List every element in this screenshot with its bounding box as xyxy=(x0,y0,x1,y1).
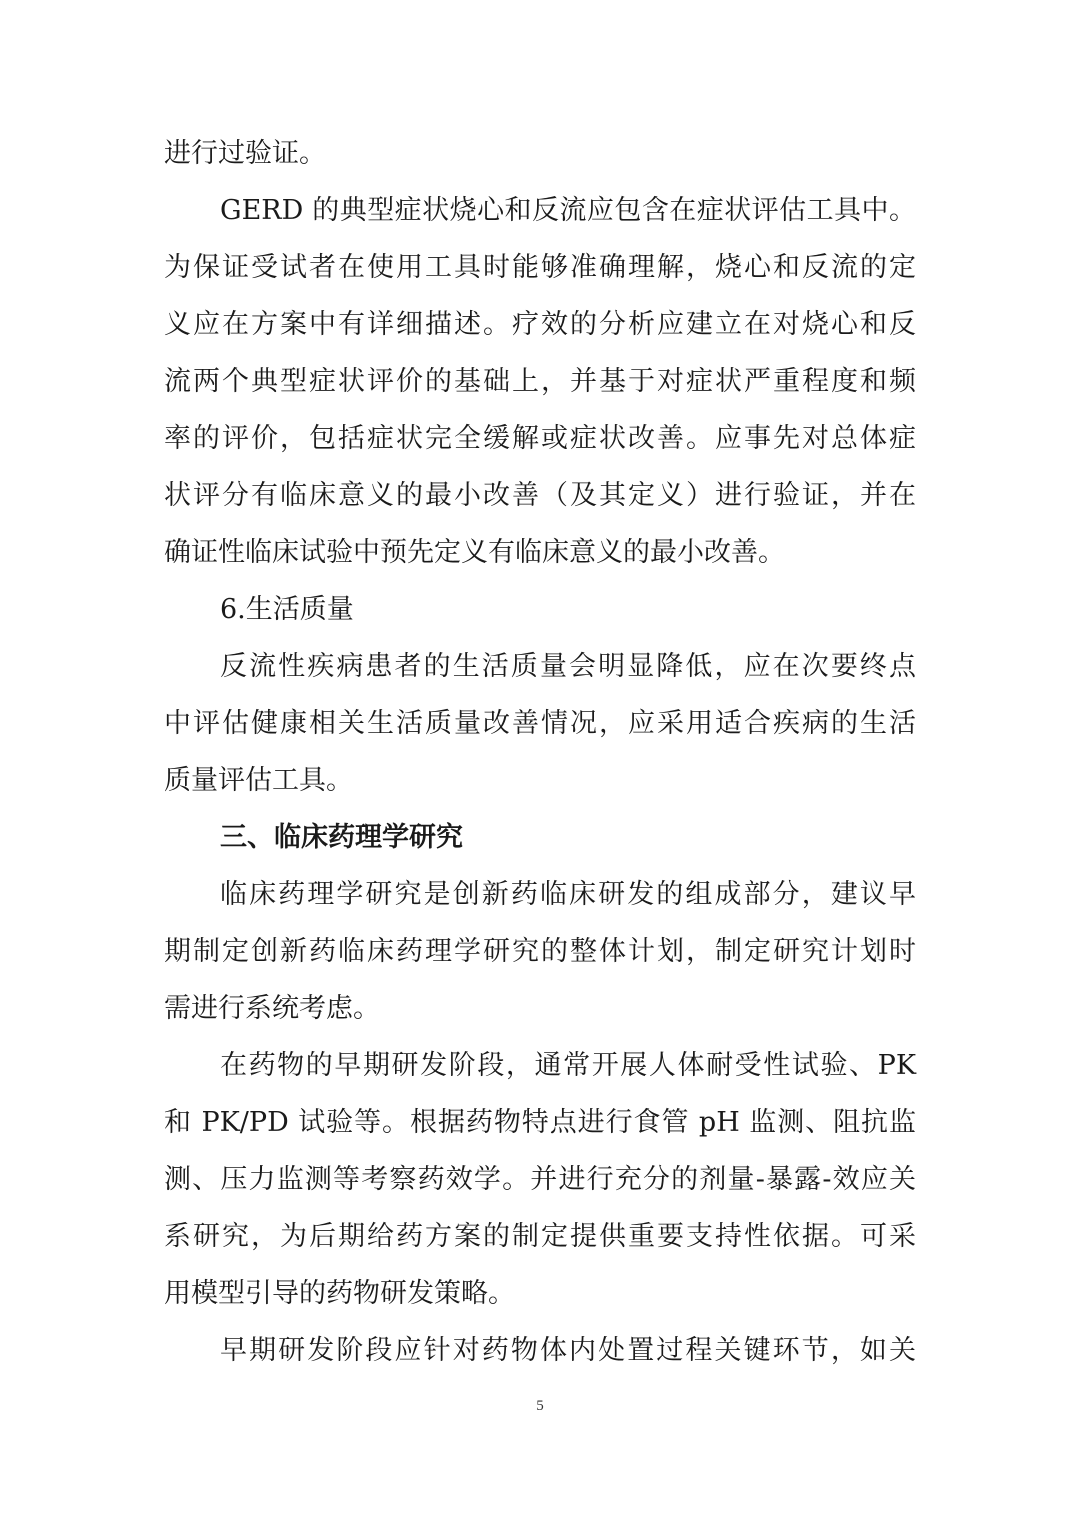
text-line: 流两个典型症状评价的基础上，并基于对症状严重程度和频 xyxy=(164,366,916,397)
text-line: 反流性疾病患者的生活质量会明显降低，应在次要终点 xyxy=(220,651,916,682)
section-subheading: 6.生活质量 xyxy=(220,594,354,625)
text-line: 为保证受试者在使用工具时能够准确理解，烧心和反流的定 xyxy=(164,252,916,283)
text-line: 期制定创新药临床药理学研究的整体计划，制定研究计划时 xyxy=(164,936,916,967)
text-line: 确证性临床试验中预先定义有临床意义的最小改善。 xyxy=(164,537,785,568)
section-heading: 三、临床药理学研究 xyxy=(220,822,463,853)
text-line: 进行过验证。 xyxy=(164,138,326,169)
text-line: 临床药理学研究是创新药临床研发的组成部分，建议早 xyxy=(220,879,916,910)
text-line: 状评分有临床意义的最小改善（及其定义）进行验证，并在 xyxy=(164,480,916,511)
text-line: 质量评估工具。 xyxy=(164,765,353,796)
text-line: GERD 的典型症状烧心和反流应包含在症状评估工具中。 xyxy=(220,195,916,226)
text-line: 系研究，为后期给药方案的制定提供重要支持性依据。可采 xyxy=(164,1221,916,1252)
text-line: 和 PK/PD 试验等。根据药物特点进行食管 pH 监测、阻抗监 xyxy=(164,1107,916,1138)
page-number: 5 xyxy=(536,1398,544,1414)
text-line: 义应在方案中有详细描述。疗效的分析应建立在对烧心和反 xyxy=(164,309,916,340)
text-line: 用模型引导的药物研发策略。 xyxy=(164,1278,515,1309)
text-line: 早期研发阶段应针对药物体内处置过程关键环节，如关 xyxy=(220,1335,916,1366)
text-line: 需进行系统考虑。 xyxy=(164,993,380,1024)
text-line: 率的评价，包括症状完全缓解或症状改善。应事先对总体症 xyxy=(164,423,916,454)
text-line: 测、压力监测等考察药效学。并进行充分的剂量-暴露-效应关 xyxy=(164,1164,916,1195)
text-line: 在药物的早期研发阶段，通常开展人体耐受性试验、PK xyxy=(220,1050,916,1081)
text-line: 中评估健康相关生活质量改善情况，应采用适合疾病的生活 xyxy=(164,708,916,739)
